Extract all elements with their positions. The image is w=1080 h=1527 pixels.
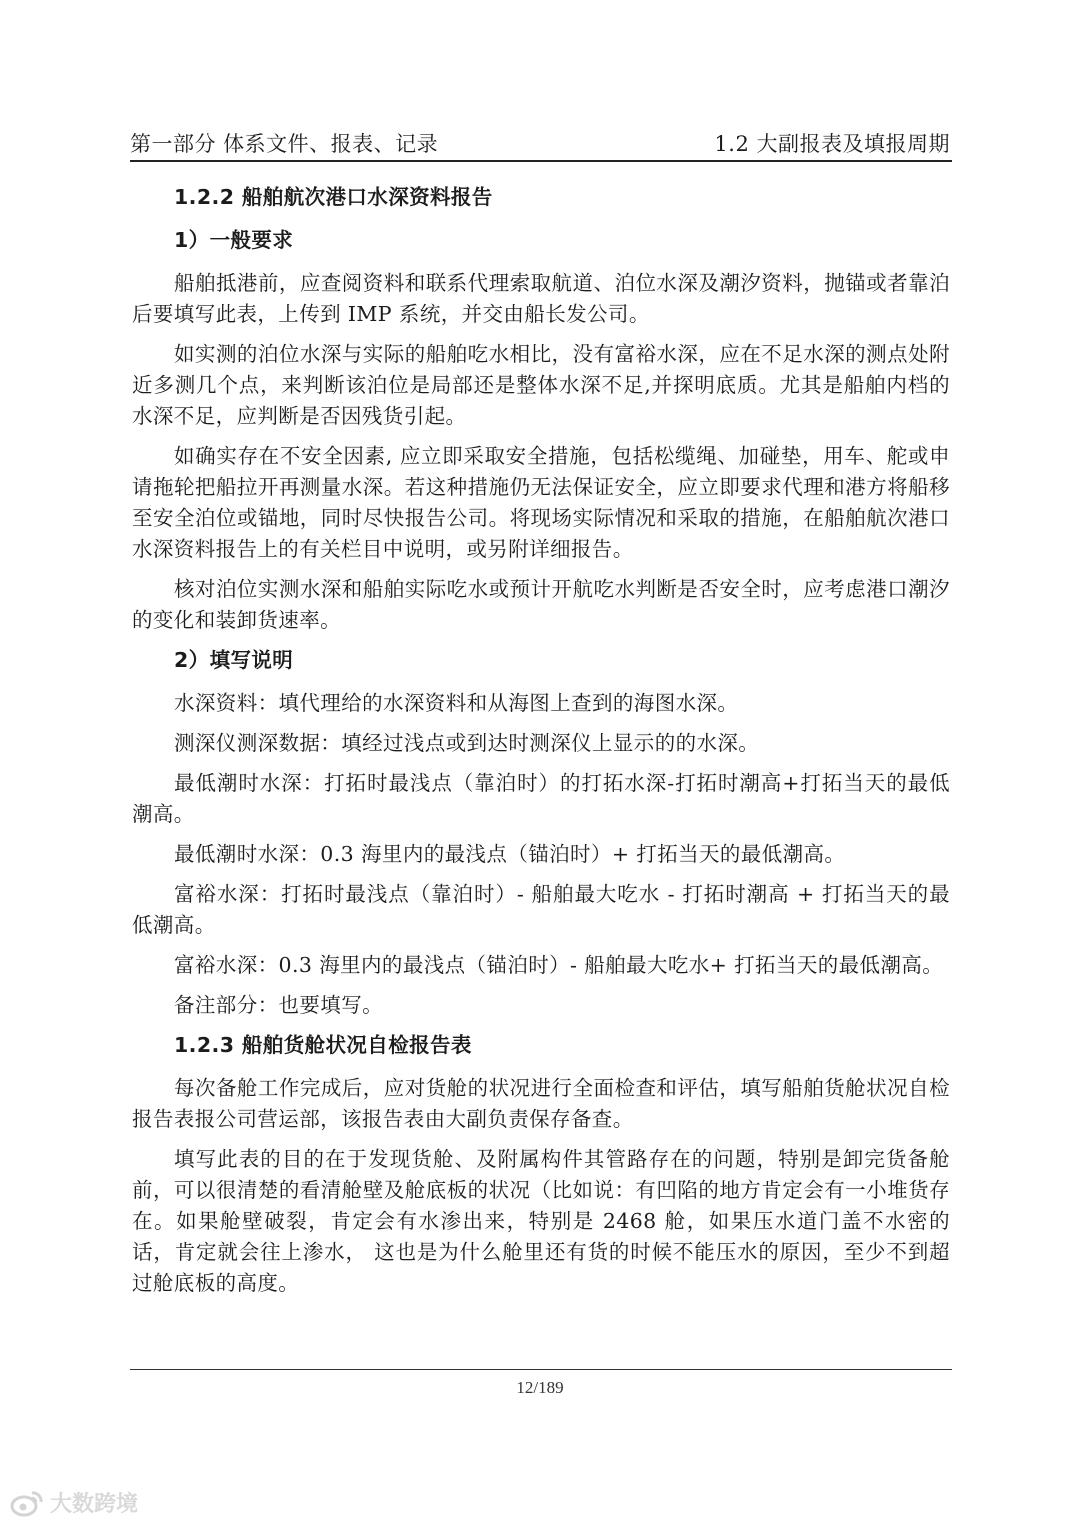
paragraph: 水深资料：填代理给的水深资料和从海图上查到的海图水深。 bbox=[174, 691, 739, 715]
paragraph: 如实测的泊位水深与实际的船舶吃水相比，没有富裕水深，应在不足水深的测点处附近多测几个点，来判断该泊位是局部还是整体水深不足,并探明底质。尤其是船舶内档的水深不足，应判断是否因残货引起。 bbox=[132, 342, 950, 428]
paragraph: 核对泊位实测水深和船舶实际吃水或预计开航吃水判断是否安全时，应考虑港口潮汐的变化和装卸货速率。 bbox=[132, 577, 950, 632]
page-number: 12/189 bbox=[516, 1378, 564, 1397]
watermark-text: 大数跨境 bbox=[50, 1492, 139, 1517]
section-heading-1-2-3: 1.2.3 船舶货舱状况自检报告表 bbox=[174, 1033, 472, 1057]
subheading-filling-instructions: 2）填写说明 bbox=[174, 648, 294, 672]
page-body bbox=[132, 182, 950, 1308]
paragraph: 测深仪测深数据：填经过浅点或到达时测深仪上显示的的水深。 bbox=[174, 731, 760, 755]
paragraph: 备注部分：也要填写。 bbox=[174, 993, 383, 1017]
section-heading-1-2-2: 1.2.2 船舶航次港口水深资料报告 bbox=[174, 185, 493, 209]
paragraph: 最低潮时水深：打拓时最浅点（靠泊时）的打拓水深-打拓时潮高+打拓当天的最低潮高。 bbox=[132, 771, 950, 826]
paragraph: 每次备舱工作完成后，应对货舱的状况进行全面检查和评估，填写船舶货舱状况自检报告表报公司营运部，该报告表由大副负责保存备查。 bbox=[132, 1076, 950, 1131]
paragraph: 如确实存在不安全因素, 应立即采取安全措施，包括松缆绳、加碰垫，用车、舵或申请拖轮把船拉开再测量水深。若这种措施仍无法保证安全，应立即要求代理和港方将船移至安全泊位或锚地，同时尽快报告公司。将现场实际情况和采取的措施，在船舶航次港口水深资料报告上的有关栏目中说明，或另附详细报告。 bbox=[132, 444, 950, 561]
subheading-general-requirements: 1）一般要求 bbox=[174, 228, 294, 252]
paragraph: 船舶抵港前，应查阅资料和联系代理索取航道、泊位水深及潮汐资料，抛锚或者靠泊后要填写此表，上传到 IMP 系统，并交由船长发公司。 bbox=[132, 271, 950, 326]
running-header bbox=[130, 128, 950, 158]
paragraph: 富裕水深：0.3 海里内的最浅点（锚泊时）- 船舶最大吃水+ 打拓当天的最低潮高。 bbox=[174, 953, 944, 977]
paragraph: 填写此表的目的在于发现货舱、及附属构件其管路存在的问题，特别是卸完货备舱前，可以很清楚的看清舱壁及舱底板的状况（比如说：有凹陷的地方肯定会有一小堆货存在。如果舱壁破裂，肯定会有水渗出来，特别是 2468 舱，如果压水道门盖不水密的话，肯定就会往上渗水， 这也是为什么舱里还有货的时候不能压水的原因，至少不到超过舱底板的高度。 bbox=[132, 1147, 950, 1295]
header-right-title: 1.2 大副报表及填报周期 bbox=[714, 132, 950, 156]
header-divider bbox=[130, 160, 952, 162]
watermark bbox=[10, 1487, 138, 1518]
paragraph: 富裕水深：打拓时最浅点（靠泊时）- 船舶最大吃水 - 打拓时潮高 + 打拓当天的最低潮高。 bbox=[132, 882, 950, 937]
footer-divider bbox=[130, 1369, 952, 1370]
paragraph: 最低潮时水深：0.3 海里内的最浅点（锚泊时）+ 打拓当天的最低潮高。 bbox=[174, 842, 846, 866]
weibo-logo-icon bbox=[10, 1489, 44, 1517]
header-left-title: 第一部分 体系文件、报表、记录 bbox=[130, 132, 439, 156]
